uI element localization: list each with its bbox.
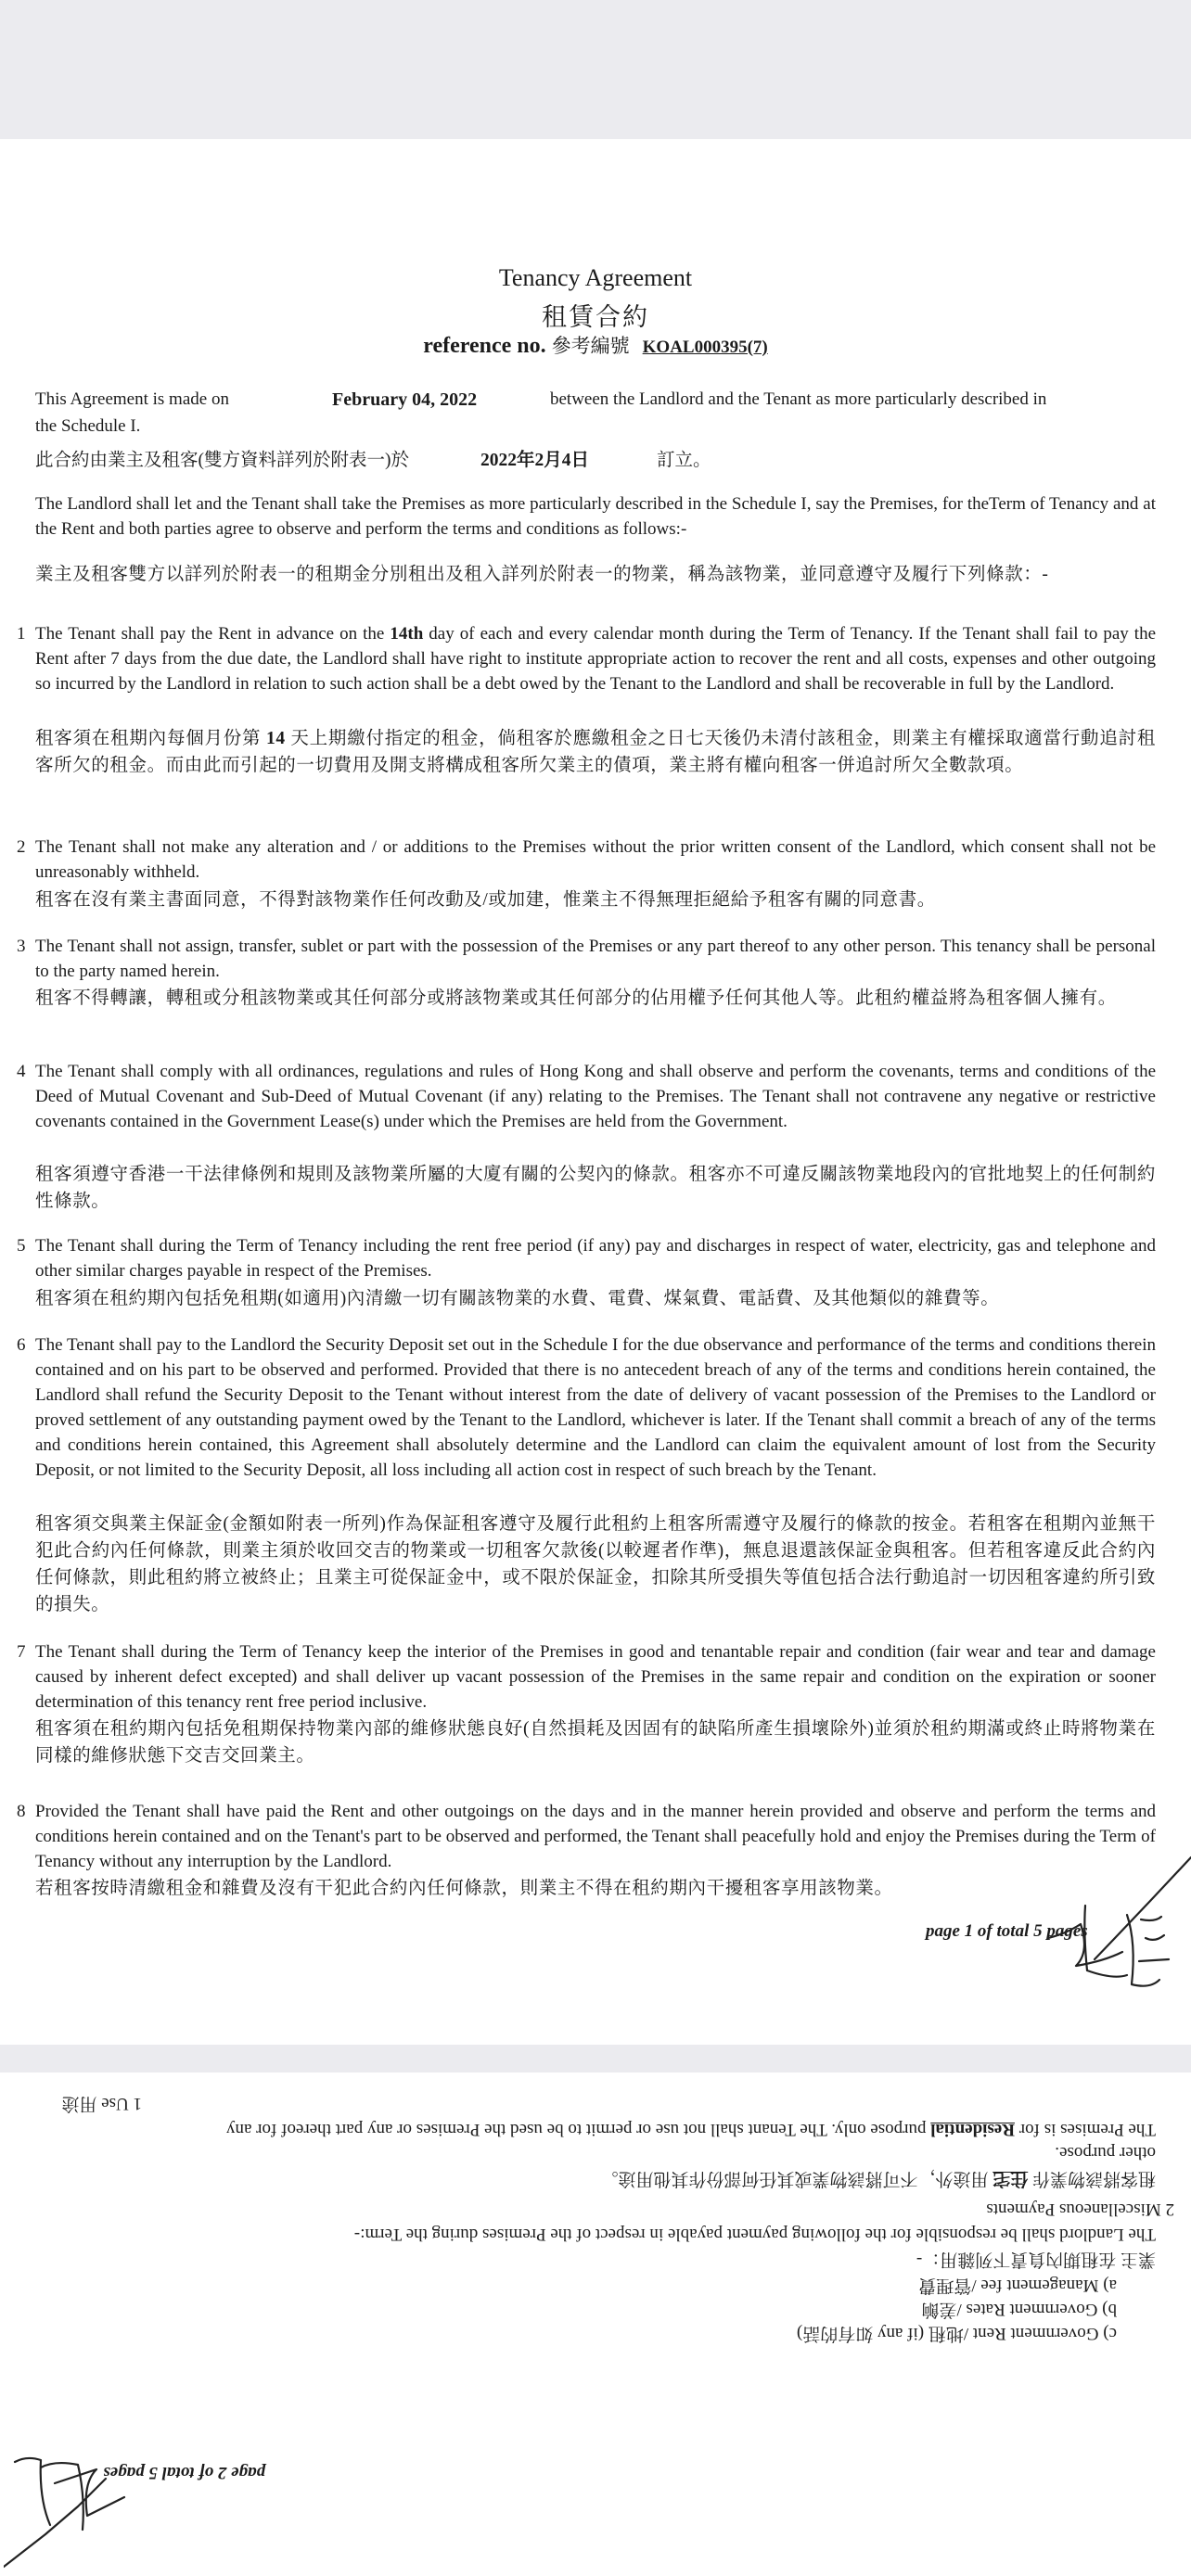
clause-use-zh-a: 租客將該物業作	[1031, 2169, 1156, 2188]
reference-label-en: reference no.	[423, 334, 546, 358]
clause-7-en: The Tenant shall during the Term of Tenancy keep the interior of the Premises in good and tenantable repair and condition (fair wear and tear and damage caused by inherent defect excepted) and shall deliver up vacant possession of the Premises in the same repair and condition on the expiration or sooner determination of this tenancy rent free period inclusive.	[35, 1642, 1156, 1712]
agreement-page-2	[0, 2072, 1191, 2576]
intro-suffix-en: between the Landlord and the Tenant as more particularly described in	[550, 389, 1047, 409]
reference-line	[0, 331, 1191, 359]
signature-page-1	[1039, 1850, 1191, 2012]
clause-2-number: 2	[17, 837, 26, 857]
clause-1-zh-b: 天上期繳付指定的租金，倘租客於應繳租金之日七天後仍未清付該租金，則業主有權採取適當行動追討租客所欠的租金。而由此而引起的一切費用及開支將構成租客所欠業主的債項，業主將有權向租客一併追討所欠全數款項。	[35, 729, 1156, 775]
clause-use-b: purpose only. The Tenant shall not use or permit to be used the Premises or any part thereof for any	[226, 2120, 927, 2139]
intro-suffix-zh: 訂立。	[657, 451, 711, 470]
signature-page-2	[4, 2432, 143, 2571]
clause-3-en: The Tenant shall not assign, transfer, sublet or part with the possession of the Premises or any part thereof to any other person. This tenancy shall be personal to the party named herein.	[35, 937, 1156, 981]
clause-2-zh: 租客在沒有業主書面同意，不得對該物業作任何改動及/或加建，惟業主不得無理拒絕給予租客有關的同意書。	[35, 890, 936, 910]
intro-prefix-en: This Agreement is made on	[35, 389, 229, 409]
page-2-footer: page 2 of total 5 pages	[103, 2463, 265, 2482]
agreement-date-zh: 2022年2月4日	[480, 451, 590, 470]
page-1-footer: page 1 of total 5 pages	[926, 1921, 1088, 1941]
clause-4-en: The Tenant shall comply with all ordinances, regulations and rules of Hong Kong and shall observe and perform the covenants, terms and conditions of the Deed of Mutual Covenant and Sub-Deed of Mutual Covenant (if any) relating to the Premises. The Tenant shall not contravene any negative or restrictive covenants contained in the Government Lease(s) under which the Premises are held from the Government.	[35, 1062, 1156, 1131]
page-2-clause-1-zh	[600, 2166, 1156, 2191]
document-title-en: Tenancy Agreement	[498, 264, 693, 291]
reference-label-zh: 參考編號	[551, 335, 630, 357]
clause-1-en-a: The Tenant shall pay the Rent in advance on the	[35, 624, 385, 644]
clause-use-zh-b: 用途外，不可將該物業或其任何部份作其他用途。	[600, 2169, 989, 2188]
item-b-text: Government Rates /差餉	[921, 2300, 1098, 2319]
intro-line-zh	[35, 445, 1156, 472]
rent-due-day-zh: 14	[266, 729, 286, 748]
clause-6-en: The Tenant shall pay to the Landlord the Security Deposit set out in the Schedule I for the due observance and performance of the terms and conditions therein contained and on his part to be observed and performed. Provided that there is no antecedent breach of any of the terms and conditions herein contained, the Landlord shall refund the Security Deposit to the Tenant without interest from the date of delivery of vacant possession of the Premises to the Landlord or proved settlement of any outstanding payment owed by the Tenant to the Landlord, whichever is later. If the Tenant shall commit a breach of any of the terms and conditions herein contained, this Agreement shall absolutely determine and the Landlord can claim the equivalent amount of lost from the Security Deposit, or not limited to the Security Deposit, all loss including all action cost in respect of such breach by the Tenant.	[35, 1335, 1156, 1480]
page-2-clause-2-head: 2 Miscellaneous Payments	[986, 2200, 1174, 2219]
intro-paragraph-en: The Landlord shall let and the Tenant shall take the Premises as more particularly described in the Schedule I, say the Premises, for theTerm of Tenancy and at the Rent and both parties agree to observe and perform the terms and conditions as follows:-	[35, 494, 1156, 539]
document-title-zh: 租賃合約	[542, 303, 649, 331]
item-b-label: b)	[1102, 2300, 1117, 2319]
clause-5-zh: 租客須在租約期內包括免租期(如適用)內清繳一切有關該物業的水費、電費、煤氣費、電話費、及其他類似的雜費等。	[35, 1289, 1000, 1308]
clause-4-zh: 租客須遵守香港一干法律條例和規則及該物業所屬的大廈有關的公契內的條款。租客亦不可違反關該物業地段內的官批地契上的任何制約性條款。	[35, 1165, 1156, 1211]
page-2-clause-1-head: 1 Use 用途	[61, 2094, 142, 2113]
clause-8-zh: 若租客按時清繳租金和雜費及沒有干犯此合約內任何條款，則業主不得在租約期內干擾租客享用該物業。	[35, 1879, 893, 1898]
clause-6-zh: 租客須交與業主保証金(金額如附表一所列)作為保証租客遵守及履行此租約上租客所需遵守及履行的條款的按金。若租客在租期內並無干犯此合約內任何條款，則業主須於收回交吉的物業或一切租客欠款後(以較遲者作準)，無息退還該保証金與租客。但若租客違反此合約內任何條款，則此租約將立被終止；且業主可從保証金中，或不限於保証金，扣除其所受損失等值包括合法行動追討一切因租客違約所引致的損失。	[35, 1514, 1156, 1614]
clause-6-number: 6	[17, 1335, 26, 1355]
item-a-text: Management fee /管理費	[918, 2276, 1099, 2295]
use-type: Residential	[930, 2120, 1016, 2139]
clause-3-number: 3	[17, 937, 26, 956]
intro-paragraph-zh: 業主及租客雙方以詳列於附表一的租期金分別租出及租入詳列於附表一的物業，稱為該物業，並同意遵守及履行下列條款：-	[35, 565, 1049, 584]
clause-7-zh: 租客須在租約期內包括免租期保持物業內部的維修狀態良好(自然損耗及因固有的缺陷所產生損壞除外)並須於租約期滿或終止時將物業在同樣的維修狀態下交吉交回業主。	[35, 1719, 1156, 1766]
item-c-text: Government Rent /地租 (if any 如有的話)	[796, 2324, 1099, 2343]
clause-5-en: The Tenant shall during the Term of Tenancy including the rent free period (if any) pay and discharges in respect of water, electricity, gas and telephone and other similar charges payable in respect of the Premises.	[35, 1236, 1156, 1281]
clause-3-zh: 租客不得轉讓，轉租或分租該物業或其任何部分或將該物業或其任何部分的佔用權予任何其他人等。此租約權益將為租客個人擁有。	[35, 988, 1117, 1008]
use-type-zh: 住宅	[992, 2169, 1029, 2188]
page-2-clause-1-en	[226, 2117, 1156, 2142]
rent-due-day: 14	[390, 624, 408, 644]
clause-7-number: 7	[17, 1642, 26, 1662]
intro-line2-en: the Schedule I.	[35, 416, 141, 436]
clause-1-number: 1	[17, 624, 26, 644]
clause-use-a: The Premises is for	[1018, 2120, 1156, 2139]
page-2-item-c	[797, 2321, 1117, 2346]
clause-1-en-b: day of each and every calendar month during the Term of Tenancy. If the Tenant shall fail to pay the Rent after 7 days from the due date, the Landlord shall have right to institute appropriate action to recover the rent and all costs, expenses and other outgoing so incurred by the Landlord in relation to such action shall be a debt owed by the Tenant to the Landlord and shall be recoverable in full by the Landlord.	[35, 624, 1157, 694]
intro-prefix-zh: 此合約由業主及租客(雙方資料詳列於附表一)於	[35, 451, 409, 470]
page-2-item-b	[921, 2297, 1117, 2322]
clause-8-number: 8	[17, 1802, 26, 1821]
clause-5-number: 5	[17, 1236, 26, 1256]
intro-line-en	[35, 389, 1156, 414]
agreement-date-en: February 04, 2022	[332, 389, 478, 410]
clause-8-en: Provided the Tenant shall have paid the Rent and other outgoings on the days and in the manner herein provided and observe and perform the terms and conditions herein contained and on the Tenant's part to be observed and performed, the Tenant shall peacefully hold and enjoy the Premises during the Term of Tenancy without any interruption by the Landlord.	[35, 1802, 1156, 1871]
rent-due-day-suffix: th	[407, 624, 424, 644]
clause-4-number: 4	[17, 1062, 26, 1081]
clause-1-zh-a: 租客須在租期內每個月份第	[35, 729, 262, 748]
page-2-item-a	[918, 2273, 1117, 2298]
clause-1-en	[35, 621, 1156, 696]
page-2-rotated-content	[0, 2072, 1191, 2576]
reference-number: KOAL000395(7)	[642, 338, 768, 357]
item-c-label: c)	[1103, 2324, 1117, 2343]
agreement-page-1	[0, 139, 1191, 2045]
page-2-clause-1-en-line2: other purpose.	[1055, 2143, 1156, 2162]
clause-2-en: The Tenant shall not make any alteration and / or additions to the Premises without the prior written consent of the Landlord, which consent shall not be unreasonably withheld.	[35, 837, 1156, 882]
page-2-clause-2-zh: 業主 在租期內負責下列雜用：-	[916, 2250, 1156, 2269]
page-2-clause-2-en: The Landlord shall be responsible for the following payment payable in respect of the Premises during the Term:-	[353, 2225, 1156, 2244]
clause-1-zh	[35, 725, 1156, 779]
item-a-label: a)	[1103, 2276, 1117, 2295]
